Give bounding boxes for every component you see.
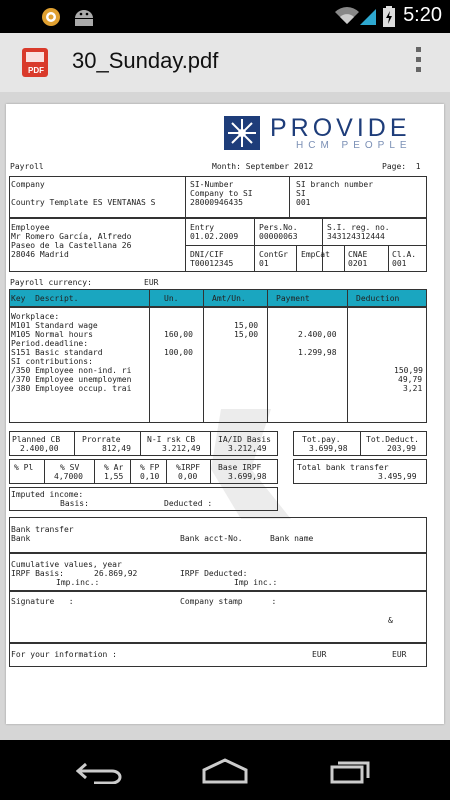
entry-label: Entry — [190, 223, 215, 232]
company-name: Country Template ES VENTANAS S — [11, 198, 156, 207]
base-irpf-value: 3.699,98 — [228, 472, 267, 481]
employee-address-2: 28046 Madrid — [11, 250, 69, 259]
action-bar — [0, 33, 450, 93]
cla-label: Cl.A. — [392, 250, 417, 259]
battery-charging-icon — [382, 6, 396, 28]
sireg-label: S.I. reg. no. — [327, 223, 390, 232]
svg-text:PDF: PDF — [28, 66, 44, 75]
recent-apps-icon[interactable] — [330, 758, 372, 784]
sireg-value: 343124312444 — [327, 232, 385, 241]
overflow-menu-icon[interactable] — [416, 47, 424, 77]
back-icon[interactable] — [76, 758, 124, 784]
info-eur-1: EUR — [312, 650, 327, 659]
deduction-value: 49,79 — [398, 375, 423, 384]
deduction-value: 150,99 — [394, 366, 423, 375]
basis-label: Basis: — [60, 499, 89, 508]
totpay-label: Tot.pay. — [302, 435, 341, 444]
irpf-basis-value: 26.869,92 — [94, 569, 138, 578]
si-branch-value: 001 — [296, 198, 311, 207]
clock: 5:20 — [403, 4, 442, 26]
iaid-value: 3.212,49 — [228, 444, 267, 453]
company-label: Company — [11, 180, 45, 189]
iaid-label: IA/ID Basis — [218, 435, 271, 444]
month-label: Month: September 2012 — [212, 162, 314, 171]
col-deduction: Deduction — [356, 294, 400, 303]
pct-fp-value: 0,10 — [140, 472, 160, 481]
totded-value: 203,99 — [387, 444, 416, 453]
line-item: M101 Standard wage — [11, 321, 98, 330]
empcat-label: EmpCat — [301, 250, 330, 259]
pdf-file-icon[interactable] — [20, 47, 52, 79]
status-bar — [0, 0, 450, 33]
totpay-value: 3.699,98 — [309, 444, 348, 453]
android-icon — [72, 6, 96, 28]
entry-value: 01.02.2009 — [190, 232, 239, 241]
dni-value: T00012345 — [190, 259, 234, 268]
nirsk-value: 3.212,49 — [162, 444, 201, 453]
un-value: 100,00 — [164, 348, 193, 357]
si-number-value: 28000946435 — [190, 198, 243, 207]
imp-inc2-label: Imp inc.: — [234, 578, 278, 587]
totded-label: Tot.Deduct. — [366, 435, 419, 444]
un-value: 160,00 — [164, 330, 193, 339]
line-item: /380 Employee occup. trai — [11, 384, 132, 393]
cnae-value: 0201 — [348, 259, 368, 268]
company-stamp-label: Company stamp : — [180, 597, 277, 606]
deducted-label: Deducted : — [164, 499, 213, 508]
logo-main-text: PROVIDE — [270, 114, 411, 142]
bank-name-label: Bank name — [270, 534, 314, 543]
persno-label: Pers.No. — [259, 223, 298, 232]
wifi-icon — [334, 6, 360, 26]
persno-value: 00000063 — [259, 232, 298, 241]
line-item: SI contributions: — [11, 357, 93, 366]
base-irpf-label: Base IRPF — [218, 463, 262, 472]
prorrate-value: 812,49 — [102, 444, 131, 453]
total-bank-label: Total bank transfer — [297, 463, 389, 472]
nirsk-label: N-I rsk CB — [147, 435, 196, 444]
planned-cb-value: 2.400,00 — [20, 444, 59, 453]
irpf-basis-label: IRPF Basis: — [11, 569, 64, 578]
pct-fp-label: % FP — [140, 463, 160, 472]
cnae-label: CNAE — [348, 250, 368, 259]
cumulative-label: Cumulative values, year — [11, 560, 122, 569]
home-icon[interactable] — [200, 758, 250, 784]
contgr-value: 01 — [259, 259, 269, 268]
line-item: Workplace: — [11, 312, 60, 321]
provide-logo-mark — [224, 116, 260, 150]
total-bank-value: 3.495,99 — [378, 472, 417, 481]
pct-ar-label: % Ar — [104, 463, 124, 472]
si-number-label: SI-Number — [190, 180, 234, 189]
logo-sub-text: HCM PEOPLE — [296, 140, 412, 151]
deduction-value: 3,21 — [403, 384, 423, 393]
pct-ar-value: 1,55 — [104, 472, 124, 481]
pct-sv-value: 4,7000 — [54, 472, 83, 481]
imputed-label: Imputed income: — [11, 490, 84, 499]
bank-acct-label: Bank acct-No. — [180, 534, 243, 543]
notification-app-icon — [40, 6, 62, 28]
pct-irpf-label: %IRPF — [176, 463, 201, 472]
dni-label: DNI/CIF — [190, 250, 224, 259]
payment-value: 1.299,98 — [298, 348, 337, 357]
pct-irpf-value: 0,00 — [178, 472, 198, 481]
line-item: Period.deadline: — [11, 339, 89, 348]
col-un: Un. — [164, 294, 179, 303]
currency-value: EUR — [144, 278, 159, 287]
page-number: Page: 1 — [382, 162, 421, 171]
pct-pl-label: % Pl — [14, 463, 34, 472]
si-branch-si: SI — [296, 189, 306, 198]
imp-inc-label: Imp.inc.: — [56, 578, 100, 587]
col-payment: Payment — [276, 294, 310, 303]
pdf-page — [6, 104, 444, 724]
ampersand: & — [388, 616, 393, 625]
si-company-label: Company to SI — [190, 189, 253, 198]
signal-icon — [358, 6, 378, 26]
document-title: 30_Sunday.pdf — [72, 48, 219, 73]
payroll-label: Payroll — [10, 162, 44, 171]
payment-value: 2.400,00 — [298, 330, 337, 339]
irpf-deducted-label: IRPF Deducted: — [180, 569, 248, 578]
employee-name: Mr Romero García, Alfredo — [11, 232, 132, 241]
col-key-descript: Key Descript. — [11, 294, 79, 303]
line-item: /350 Employee non-ind. ri — [11, 366, 132, 375]
si-branch-label: SI branch number — [296, 180, 374, 189]
info-eur-2: EUR — [392, 650, 407, 659]
amt-value: 15,00 — [234, 330, 259, 339]
line-item: M105 Normal hours — [11, 330, 93, 339]
contgr-label: ContGr — [259, 250, 288, 259]
navigation-bar — [0, 740, 450, 800]
currency-label: Payroll currency: — [10, 278, 92, 287]
signature-label: Signature : — [11, 597, 74, 606]
planned-cb-label: Planned CB — [12, 435, 61, 444]
bank-label: Bank — [11, 534, 31, 543]
pct-sv-label: % SV — [60, 463, 80, 472]
employee-label: Employee — [11, 223, 50, 232]
employee-address-1: Paseo de la Castellana 26 — [11, 241, 132, 250]
col-amt-un: Amt/Un. — [212, 294, 246, 303]
amt-value: 15,00 — [234, 321, 259, 330]
line-item: /370 Employee unemploymen — [11, 375, 132, 384]
line-item: S151 Basic standard — [11, 348, 103, 357]
cla-value: 001 — [392, 259, 407, 268]
bank-transfer-label: Bank transfer — [11, 525, 74, 534]
prorrate-label: Prorrate — [82, 435, 121, 444]
info-label: For your information : — [11, 650, 117, 659]
